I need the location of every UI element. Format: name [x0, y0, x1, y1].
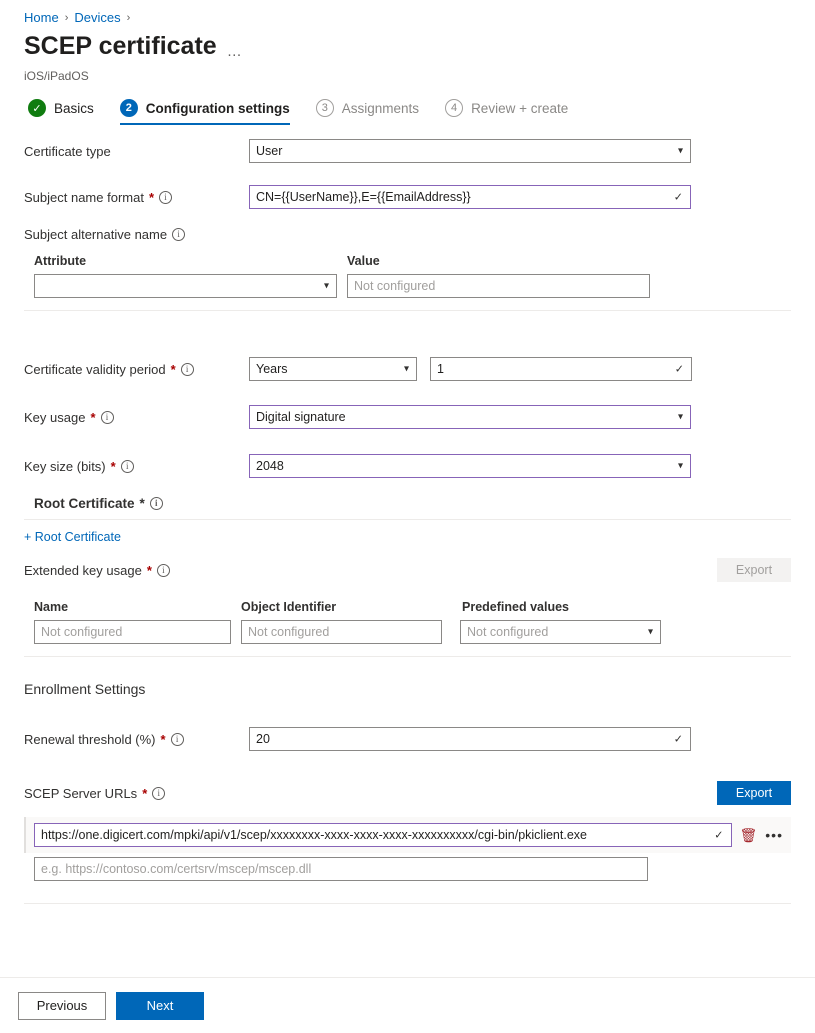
breadcrumb-item-devices[interactable]: Devices [74, 10, 121, 25]
san-col-attribute: Attribute [34, 254, 87, 268]
required-asterisk: * [160, 731, 166, 747]
certificate-validity-amount-input[interactable] [430, 357, 692, 381]
key-size-label-group [24, 459, 249, 474]
eku-col-predefined-values: Predefined values [462, 600, 569, 614]
subject-name-format-input[interactable] [249, 185, 691, 209]
info-icon[interactable]: i [157, 564, 170, 577]
chevron-down-icon: ▾ [647, 626, 653, 638]
eku-table-row [24, 620, 791, 657]
step-number-icon: 4 [445, 99, 463, 117]
extended-key-usage-export-button[interactable]: Export [717, 558, 791, 582]
key-usage-row [24, 405, 791, 429]
renewal-threshold-input[interactable] [249, 727, 691, 751]
root-certificate-label: Root Certificate [34, 496, 135, 511]
eku-name-field[interactable] [41, 625, 224, 639]
page-title: SCEP certificate [24, 32, 217, 60]
form-bottom-divider [24, 903, 791, 904]
renewal-threshold-label: Renewal threshold (%) [24, 731, 156, 747]
scep-server-urls-label: SCEP Server URLs [24, 785, 138, 801]
subject-name-format-row [24, 185, 791, 209]
certificate-validity-period-label: Certificate validity period [24, 361, 166, 377]
scep-url-field[interactable] [41, 828, 707, 842]
eku-predefined-values-dropdown[interactable] [460, 620, 661, 644]
scep-url-entry-row [24, 817, 791, 853]
chevron-down-icon: ▾ [677, 411, 683, 423]
page-subtitle: iOS/iPadOS [24, 69, 89, 83]
chevron-down-icon: ▾ [677, 145, 683, 157]
subject-alternative-name-row [24, 227, 791, 242]
scep-server-urls-label-group [24, 786, 165, 801]
subject-name-format-field[interactable] [256, 190, 666, 204]
certificate-validity-unit-dropdown[interactable] [249, 357, 417, 381]
eku-object-identifier-field[interactable] [248, 625, 435, 639]
san-value-input[interactable] [347, 274, 650, 298]
certificate-type-label-group [24, 144, 249, 159]
scep-url-new-input[interactable] [34, 857, 648, 881]
add-root-certificate-link[interactable]: + Root Certificate [24, 530, 121, 544]
eku-table-header [24, 600, 791, 620]
chevron-down-icon: ▾ [323, 280, 329, 292]
wizard-footer [0, 977, 815, 1033]
eku-col-name: Name [34, 600, 69, 614]
info-icon[interactable]: i [171, 733, 184, 746]
renewal-threshold-field[interactable] [256, 732, 666, 746]
certificate-validity-amount-field[interactable] [437, 362, 667, 376]
previous-button[interactable]: Previous [18, 992, 106, 1020]
required-asterisk: * [90, 409, 96, 425]
tab-assignments-label: Assignments [341, 100, 420, 116]
breadcrumb-separator-icon: › [64, 11, 69, 24]
key-usage-label: Key usage [24, 409, 86, 425]
chevron-down-icon: ▾ [403, 363, 409, 375]
renewal-threshold-row [24, 727, 791, 751]
more-options-icon[interactable]: ••• [765, 827, 783, 843]
chevron-down-icon: ▾ [677, 460, 683, 472]
certificate-validity-unit-value: Years [256, 362, 288, 376]
next-button[interactable]: Next [116, 992, 204, 1020]
delete-icon[interactable]: 🗑 [739, 826, 758, 843]
subject-name-format-label: Subject name format [24, 189, 144, 205]
key-size-row [24, 454, 791, 478]
check-icon: ✓ [673, 191, 683, 204]
scep-url-new-field[interactable] [41, 862, 641, 876]
certificate-validity-period-row [24, 357, 791, 381]
tab-configuration-settings[interactable] [120, 99, 290, 125]
subject-alternative-name-table [24, 254, 791, 311]
subject-alternative-name-label: Subject alternative name [24, 227, 168, 242]
san-col-value: Value [347, 254, 380, 268]
key-usage-label-group [24, 410, 249, 425]
root-certificate-section-header [24, 496, 791, 520]
certificate-validity-period-label-group [24, 362, 249, 377]
breadcrumb-item-home[interactable]: Home [24, 10, 59, 25]
info-icon[interactable]: i [152, 787, 165, 800]
key-size-dropdown[interactable] [249, 454, 691, 478]
eku-object-identifier-input[interactable] [241, 620, 442, 644]
extended-key-usage-label: Extended key usage [24, 562, 142, 578]
breadcrumb [0, 0, 815, 25]
required-asterisk: * [110, 458, 116, 474]
info-icon[interactable]: i [150, 497, 163, 510]
san-attribute-dropdown[interactable] [34, 274, 337, 298]
required-asterisk: * [142, 785, 148, 801]
scep-server-urls-row [24, 781, 791, 805]
certificate-type-row [24, 139, 791, 163]
extended-key-usage-label-group [24, 563, 170, 578]
more-options-icon[interactable]: … [226, 43, 243, 60]
eku-name-input[interactable] [34, 620, 231, 644]
scep-export-button[interactable]: Export [717, 781, 791, 805]
info-icon[interactable]: i [159, 191, 172, 204]
subject-alternative-name-label-group [24, 227, 185, 242]
key-usage-value: Digital signature [256, 410, 346, 424]
enrollment-settings-heading: Enrollment Settings [24, 681, 146, 697]
info-icon[interactable]: i [121, 460, 134, 473]
check-icon: ✓ [673, 733, 683, 746]
configuration-settings-form [0, 139, 815, 904]
tab-basics[interactable] [28, 99, 94, 125]
tab-configuration-settings-label: Configuration settings [145, 100, 290, 116]
san-value-field[interactable] [354, 279, 643, 293]
info-icon[interactable]: i [181, 363, 194, 376]
eku-predefined-values-value: Not configured [467, 625, 549, 639]
extended-key-usage-row [24, 558, 791, 582]
scep-url-new-entry-row [24, 857, 791, 881]
certificate-type-label: Certificate type [24, 143, 111, 159]
extended-key-usage-table [24, 600, 791, 657]
key-size-label: Key size (bits) [24, 458, 106, 474]
key-size-value: 2048 [256, 459, 284, 473]
info-icon[interactable]: i [101, 411, 114, 424]
required-asterisk: * [148, 189, 155, 205]
san-table-row [24, 274, 791, 311]
check-icon: ✓ [28, 99, 46, 117]
key-usage-dropdown[interactable] [249, 405, 691, 429]
tab-review-create[interactable] [445, 99, 568, 125]
breadcrumb-separator-icon: › [126, 11, 131, 24]
scep-url-input[interactable] [34, 823, 732, 847]
required-asterisk: * [139, 496, 145, 511]
tab-review-create-label: Review + create [471, 100, 569, 116]
certificate-type-dropdown[interactable] [249, 139, 691, 163]
required-asterisk: * [170, 361, 176, 377]
eku-col-object-identifier: Object Identifier [241, 600, 337, 614]
check-icon: ✓ [714, 829, 724, 842]
subject-name-format-label-group [24, 190, 249, 205]
tab-basics-label: Basics [54, 100, 94, 116]
required-asterisk: * [146, 562, 152, 578]
certificate-type-value: User [256, 144, 283, 158]
step-number-icon: 3 [316, 99, 334, 117]
page-header [0, 25, 815, 67]
info-icon[interactable]: i [172, 228, 185, 241]
wizard-steps [0, 83, 815, 125]
san-table-header [24, 254, 791, 274]
renewal-threshold-label-group [24, 732, 249, 747]
tab-assignments[interactable] [316, 99, 419, 125]
check-icon: ✓ [674, 363, 684, 376]
step-number-icon: 2 [120, 99, 138, 117]
